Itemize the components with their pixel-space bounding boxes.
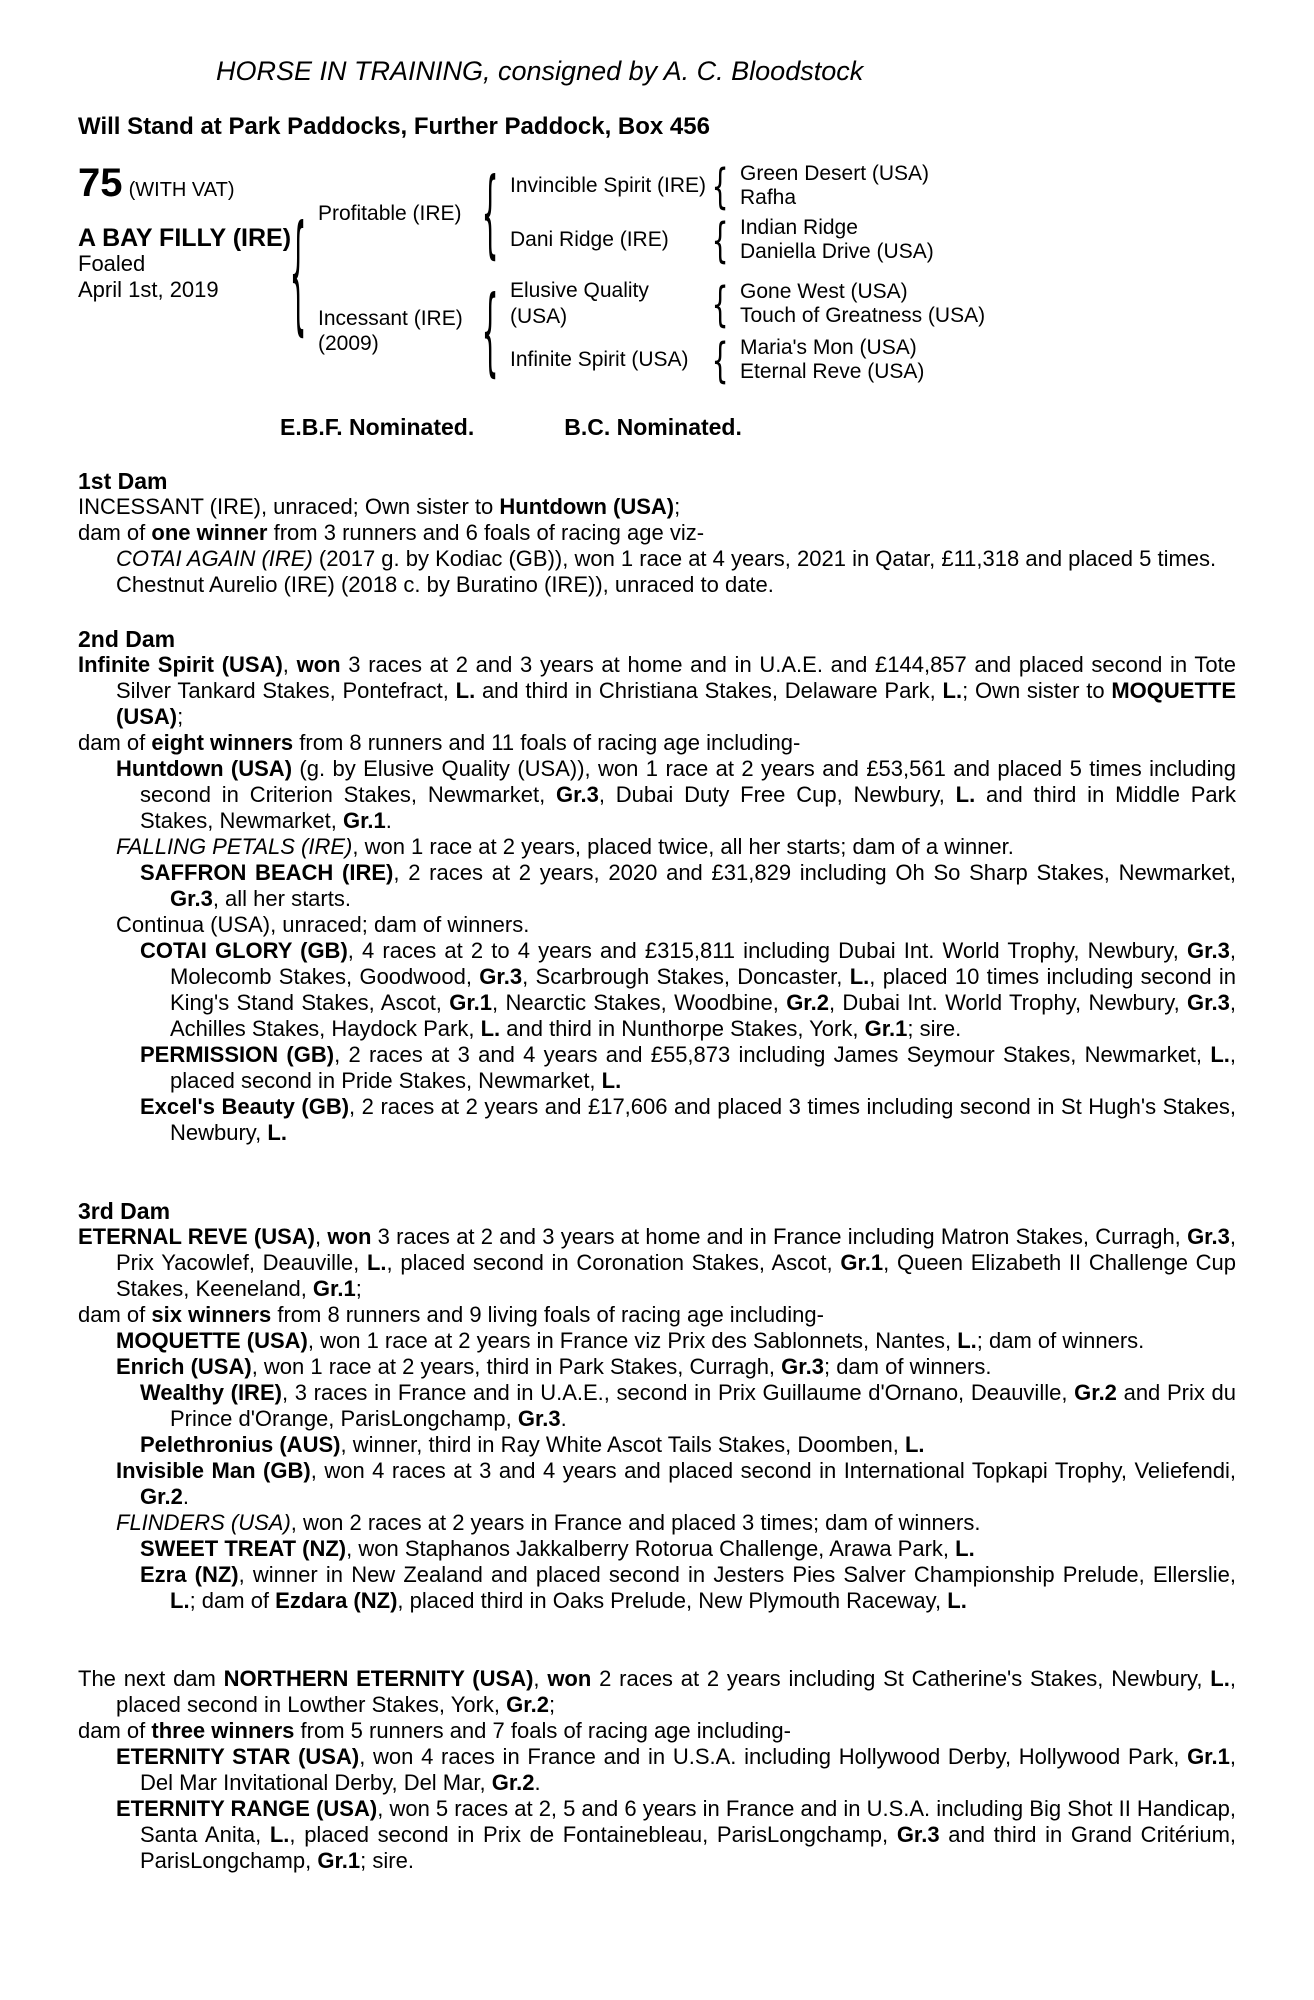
brace-icon: {: [481, 276, 499, 386]
nominations-line: [78, 414, 1236, 440]
great-grandparents: [740, 216, 934, 264]
dam-heading: 1st Dam: [78, 468, 168, 494]
catalogue-paragraph: INCESSANT (IRE), unraced; Own sister to Huntdown (USA);: [78, 494, 681, 519]
catalogue-paragraph: FLINDERS (USA), won 2 races at 2 years in France and placed 3 times; dam of winners.: [116, 1510, 981, 1535]
great-grandparent-name: Touch of Greatness (USA): [740, 304, 986, 327]
brace-icon: {: [481, 158, 499, 268]
dam-sire-name: Elusive Quality (USA): [510, 279, 649, 328]
great-grandparents: [740, 162, 929, 210]
great-grandparent-name: Gone West (USA): [740, 280, 908, 303]
dam-heading: 3rd Dam: [78, 1198, 171, 1224]
dam-year: (2009): [318, 332, 379, 355]
dam-sire-unit: [510, 278, 1236, 330]
catalogue-paragraph: dam of six winners from 8 runners and 9 living foals of racing age including-: [78, 1302, 824, 1327]
sire-sire-name: Invincible Spirit (IRE): [510, 174, 707, 197]
bc-nominated: B.C. Nominated.: [564, 414, 742, 440]
great-grandparent-name: Eternal Reve (USA): [740, 360, 925, 383]
lot-line: [78, 161, 286, 205]
foaled-label: Foaled: [78, 251, 146, 276]
pedigree-generations: [318, 158, 1236, 388]
catalogue-paragraph: ETERNITY STAR (USA), won 4 races in France and in U.S.A. including Hollywood Derby, Hollywood Park, Gr.1, Del Mar Invitational Derby, Del Mar, Gr.2.: [116, 1744, 1236, 1795]
catalogue-paragraph: dam of one winner from 3 runners and 6 foals of racing age viz-: [78, 520, 705, 545]
catalogue-paragraph: FALLING PETALS (IRE), won 1 race at 2 years, placed twice, all her starts; dam of a winner.: [116, 834, 1014, 859]
catalogue-paragraph: COTAI GLORY (GB), 4 races at 2 to 4 years and £315,811 including Dubai Int. World Trophy, Newbury, Gr.3, Molecomb Stakes, Goodwood, Gr.3, Scarbrough Stakes, Doncaster, L., placed 10 times including second in King's Stand Stakes, Ascot, Gr.1, Nearctic Stakes, Woodbine, Gr.2, Dubai Int. World Trophy, Newbury, Gr.3, Achilles Stakes, Haydock Park, L. and third in Nunthorpe Stakes, York, Gr.1; sire.: [140, 938, 1236, 1041]
pedigree-tree: [286, 158, 1236, 388]
catalogue-paragraph: The next dam NORTHERN ETERNITY (USA), won 2 races at 2 years including St Catherine's Stakes, Newbury, L., placed second in Lowther Stakes, York, Gr.2;: [78, 1666, 1236, 1717]
dam-branch: [318, 276, 1236, 388]
catalogue-paragraph: PERMISSION (GB), 2 races at 3 and 4 years and £55,873 including James Seymour Stakes, Newmarket, L., placed second in Pride Stakes, Newmarket, L.: [140, 1042, 1236, 1093]
dam-dam-name: Infinite Spirit (USA): [510, 348, 689, 371]
dam-sections: [78, 468, 1236, 1874]
sire-branch: [318, 158, 1236, 268]
foaled-date: April 1st, 2019: [78, 277, 219, 302]
brace-icon: {: [711, 158, 729, 214]
great-grandparent-name: Maria's Mon (USA): [740, 336, 917, 359]
brace-icon: {: [711, 332, 729, 388]
catalogue-paragraph: Enrich (USA), won 1 race at 2 years, third in Park Stakes, Curragh, Gr.3; dam of winners.: [116, 1354, 992, 1379]
catalogue-paragraph: dam of three winners from 5 runners and 7 foals of racing age including-: [78, 1718, 791, 1743]
catalogue-paragraph: SWEET TREAT (NZ), won Staphanos Jakkalberry Rotorua Challenge, Arawa Park, L.: [140, 1536, 975, 1561]
dam-section: [78, 468, 1236, 598]
great-grandparent-name: Indian Ridge: [740, 216, 858, 239]
sire-grandparents: [510, 158, 1236, 268]
horse-name: A BAY FILLY (IRE): [78, 224, 292, 252]
catalogue-paragraph: Pelethronius (AUS), winner, third in Ray White Ascot Tails Stakes, Doomben, L.: [140, 1432, 925, 1457]
great-grandparents: [740, 336, 924, 384]
dam-dam-unit: [510, 332, 1236, 388]
lot-info: [78, 161, 292, 303]
vat-note: (WITH VAT): [128, 179, 235, 201]
dam-grandparents: [510, 276, 1236, 388]
dam-section: [78, 1198, 1236, 1614]
catalogue-paragraph: Excel's Beauty (GB), 2 races at 2 years and £17,606 and placed 3 times including second in St Hugh's Stakes, Newbury, L.: [140, 1094, 1236, 1145]
catalogue-paragraph: Chestnut Aurelio (IRE) (2018 c. by Buratino (IRE)), unraced to date.: [116, 572, 774, 597]
dam-name: Incessant (IRE): [318, 307, 463, 330]
great-grandparent-name: Green Desert (USA): [740, 162, 930, 185]
catalogue-paragraph: Continua (USA), unraced; dam of winners.: [116, 912, 530, 937]
catalogue-paragraph: MOQUETTE (USA), won 1 race at 2 years in France viz Prix des Sablonnets, Nantes, L.; dam of winners.: [116, 1328, 1145, 1353]
catalogue-paragraph: Wealthy (IRE), 3 races in France and in U.A.E., second in Prix Guillaume d'Ornano, Deauville, Gr.2 and Prix du Prince d'Orange, ParisLongchamp, Gr.3.: [140, 1380, 1236, 1431]
lot-number: 75: [78, 161, 123, 205]
catalogue-paragraph: ETERNAL REVE (USA), won 3 races at 2 and 3 years at home and in France including Matron Stakes, Curragh, Gr.3, Prix Yacowlef, Deauville, L., placed second in Coronation Stakes, Ascot, Gr.1, Queen Elizabeth II Challenge Cup Stakes, Keeneland, Gr.1;: [78, 1224, 1236, 1301]
dam-heading: 2nd Dam: [78, 626, 176, 652]
pedigree-block: [78, 158, 1236, 388]
catalogue-paragraph: Invisible Man (GB), won 4 races at 3 and 4 years and placed second in International Topkapi Trophy, Veliefendi, Gr.2.: [116, 1458, 1236, 1509]
catalogue-paragraph: ETERNITY RANGE (USA), won 5 races at 2, 5 and 6 years in France and in U.S.A. including Big Shot II Handicap, Santa Anita, L., placed second in Prix de Fontainebleau, ParisLongchamp, Gr.3 and third in Grand Critérium, ParisLongchamp, Gr.1; sire.: [116, 1796, 1237, 1873]
sire-name: Profitable (IRE): [318, 201, 462, 225]
great-grandparent-name: Rafha: [740, 186, 797, 209]
catalogue-paragraph: COTAI AGAIN (IRE) (2017 g. by Kodiac (GB)), won 1 race at 4 years, 2021 in Qatar, £11,318 and placed 5 times.: [116, 546, 1217, 571]
brace-icon: {: [711, 212, 729, 268]
page-title: HORSE IN TRAINING, consigned by A. C. Bloodstock: [216, 56, 864, 86]
catalogue-paragraph: Ezra (NZ), winner in New Zealand and placed second in Jesters Pies Salver Championship Prelude, Ellerslie, L.; dam of Ezdara (NZ), placed third in Oaks Prelude, New Plymouth Raceway, L.: [140, 1562, 1236, 1613]
catalogue-paragraph: dam of eight winners from 8 runners and 11 foals of racing age including-: [78, 730, 801, 755]
dam-section: [78, 1666, 1236, 1874]
stand-location-line: Will Stand at Park Paddocks, Further Paddock, Box 456: [78, 113, 710, 140]
sire-sire-unit: [510, 158, 1236, 214]
catalogue-paragraph: Infinite Spirit (USA), won 3 races at 2 and 3 years at home and in U.A.E. and £144,857 and placed second in Tote Silver Tankard Stakes, Pontefract, L. and third in Christiana Stakes, Delaware Park, L.; Own sister to MOQUETTE (USA);: [78, 652, 1236, 729]
great-grandparent-name: Daniella Drive (USA): [740, 240, 934, 263]
catalogue-paragraph: SAFFRON BEACH (IRE), 2 races at 2 years, 2020 and £31,829 including Oh So Sharp Stakes, Newmarket, Gr.3, all her starts.: [140, 860, 1236, 911]
sire-dam-unit: [510, 212, 1236, 268]
sire-dam-name: Dani Ridge (IRE): [510, 228, 669, 251]
great-grandparents: [740, 280, 985, 328]
brace-icon: {: [711, 276, 729, 332]
ebf-nominated: E.B.F. Nominated.: [280, 414, 475, 440]
brace-icon: {: [289, 198, 307, 348]
dam-section: [78, 626, 1236, 1146]
catalogue-paragraph: Huntdown (USA) (g. by Elusive Quality (USA)), won 1 race at 2 years and £53,561 and placed 5 times including second in Criterion Stakes, Newmarket, Gr.3, Dubai Duty Free Cup, Newbury, L. and third in Middle Park Stakes, Newmarket, Gr.1.: [116, 756, 1237, 833]
dam-name-block: [318, 306, 478, 356]
